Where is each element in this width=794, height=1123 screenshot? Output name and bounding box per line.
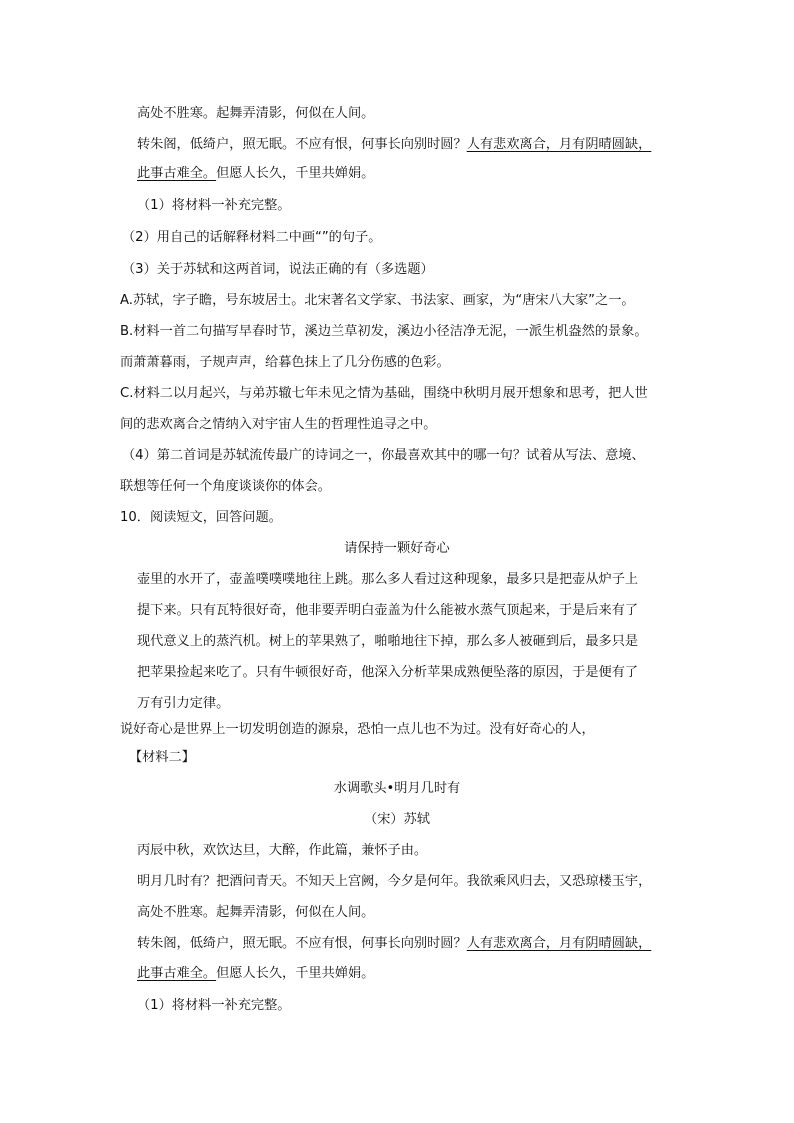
poem-line xyxy=(137,166,374,183)
question-1: （1）将材料一补充完整。 xyxy=(137,998,291,1013)
essay-line: 提下来。只有瓦特很好奇，他非要弄明白壶盖为什么能被水蒸气顶起来，于是后来有了 xyxy=(137,603,639,618)
underlined-sentence: 此事古难全。 xyxy=(137,966,217,981)
poem-line xyxy=(137,966,374,983)
question-4-cont: 联想等任何一个角度谈谈你的体会。 xyxy=(120,479,331,494)
essay-line: 现代意义上的蒸汽机。树上的苹果熟了，啪啪地往下掉，那么多人被砸到后，最多只是 xyxy=(137,634,639,649)
poem-line: 明月几时有？把酒问青天。不知天上宫阙，今夕是何年。我欲乘风归去，又恐琼楼玉宇， xyxy=(137,874,652,889)
essay-title: 请保持一颗好奇心 xyxy=(344,541,450,556)
question-2: （2）用自己的话解释材料二中画“”的句子。 xyxy=(122,230,382,245)
underlined-sentence: 此事古难全。 xyxy=(137,166,217,181)
question-4: （4）第二首词是苏轼流传最广的诗词之一，你最喜欢其中的哪一句？试着从写法、意境、 xyxy=(122,448,645,463)
poem-author: （宋）苏轼 xyxy=(364,812,430,827)
option-c-cont: 间的悲欢离合之情纳入对宇宙人生的哲理性追寻之中。 xyxy=(120,417,437,432)
underlined-sentence: 人有悲欢离合，月有阴晴圆缺， xyxy=(466,137,652,152)
poem-text: 但愿人长久，千里共婵娟。 xyxy=(216,166,375,181)
poem-text: 转朱阁，低绮户，照无眠。不应有恨，何事长向别时圆？ xyxy=(137,936,467,951)
question-3: （3）关于苏轼和这两首词，说法正确的有（多选题） xyxy=(122,262,434,277)
essay-line: 把苹果捡起来吃了。只有牛顿很好奇，他深入分析苹果成熟便坠落的原因，于是便有了 xyxy=(137,665,639,680)
option-a: A.苏轼，字子瞻，号东坡居士。北宋著名文学家、书法家、画家，为“唐宋八大家”之一。 xyxy=(120,293,635,308)
option-c: C.材料二以月起兴，与弟苏辙七年未见之情为基础，围绕中秋明月展开想象和思考，把人世 xyxy=(120,386,648,401)
poem-text: 但愿人长久，千里共婵娟。 xyxy=(216,966,375,981)
poem-line: 高处不胜寒。起舞弄清影，何似在人间。 xyxy=(137,905,375,920)
question-1: （1）将材料一补充完整。 xyxy=(137,198,291,213)
underlined-sentence: 人有悲欢离合，月有阴晴圆缺， xyxy=(466,936,652,951)
poem-title: 水调歌头•明月几时有 xyxy=(333,781,461,796)
poem-line xyxy=(137,936,651,953)
poem-preface: 丙辰中秋，欢饮达旦，大醉，作此篇，兼怀子由。 xyxy=(137,843,428,858)
poem-line xyxy=(137,137,651,154)
poem-text: 转朱阁，低绮户，照无眠。不应有恨，何事长向别时圆？ xyxy=(137,137,467,152)
option-b: B.材料一首二句描写早春时节，溪边兰草初发，溪边小径洁净无泥，一派生机盎然的景象。 xyxy=(120,324,648,339)
poem-line: 高处不胜寒。起舞弄清影，何似在人间。 xyxy=(137,106,375,121)
option-b-cont: 而萧萧暮雨，子规声声，给暮色抹上了几分伤感的色彩。 xyxy=(120,355,450,370)
essay-line: 壶里的水开了，壶盖噗噗噗地往上跳。那么多人看过这种现象，最多只是把壶从炉子上 xyxy=(137,572,639,587)
material-2-label: 【材料二】 xyxy=(129,750,195,765)
question-10-heading: 10．阅读短文，回答问题。 xyxy=(120,510,282,525)
essay-line: 说好奇心是世界上一切发明创造的源泉，恐怕一点儿也不为过。没有好奇心的人， xyxy=(120,722,595,737)
essay-line: 万有引力定律。 xyxy=(137,696,230,711)
